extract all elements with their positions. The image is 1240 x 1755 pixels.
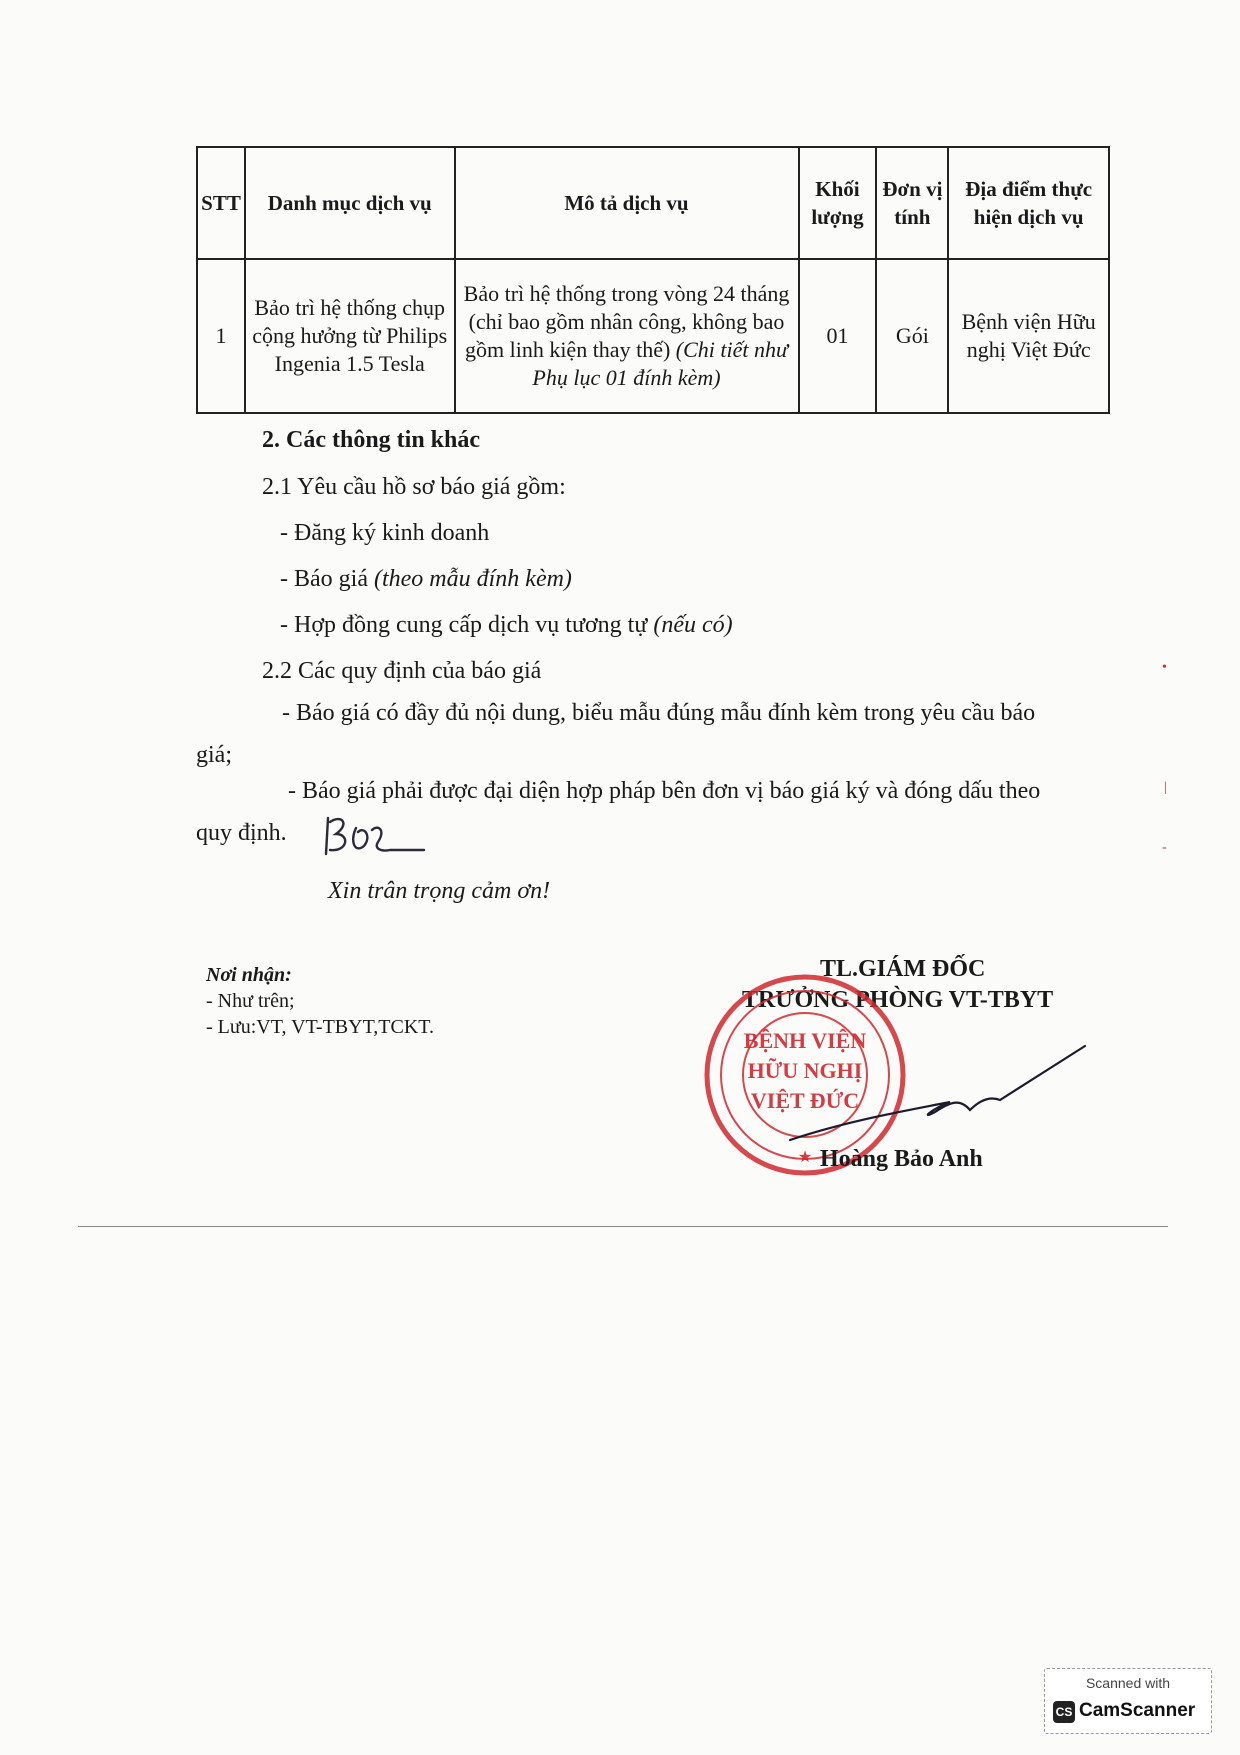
table-header-row bbox=[197, 147, 1109, 259]
requirement-item: - Đăng ký kinh doanh bbox=[280, 520, 490, 546]
requirement-item bbox=[280, 610, 733, 640]
section-2-2-title: 2.2 Các quy định của báo giá bbox=[262, 658, 542, 684]
thanks-text: Xin trân trọng cảm ơn! bbox=[328, 878, 551, 904]
signature-title: TL.GIÁM ĐỐC bbox=[820, 956, 986, 982]
divider-line bbox=[78, 1226, 1168, 1227]
section-title: 2. Các thông tin khác bbox=[262, 427, 481, 453]
description-text: Bảo trì hệ thống trong vòng 24 tháng (chỉ bao gồm nhân công, không bao gồm linh kiện thay thế) bbox=[463, 281, 790, 362]
camscanner-brand: CamScanner bbox=[1079, 1700, 1196, 1721]
service-table bbox=[196, 146, 1110, 414]
camscanner-badge bbox=[1044, 1668, 1212, 1734]
scanned-with-text: Scanned with bbox=[1085, 1675, 1171, 1691]
requirement-item-text: - Hợp đồng cung cấp dịch vụ tương tự bbox=[280, 612, 654, 638]
edge-mark: - bbox=[1162, 840, 1167, 855]
recipient-line: - Như trên; bbox=[206, 990, 295, 1012]
recipients-title: Nơi nhận: bbox=[206, 964, 292, 986]
header-location: Địa điểm thực hiện dịch vụ bbox=[948, 147, 1109, 259]
section-2-1-title: 2.1 Yêu cầu hồ sơ báo giá gồm: bbox=[262, 474, 566, 500]
header-service: Danh mục dịch vụ bbox=[245, 147, 455, 259]
requirement-item-note: (nếu có) bbox=[653, 612, 733, 638]
svg-text:★: ★ bbox=[797, 1147, 813, 1166]
svg-text:HỮU NGHỊ: HỮU NGHỊ bbox=[747, 1058, 863, 1083]
rule-item: - Báo giá phải được đại diện hợp pháp bên đơn vị báo giá ký và đóng dấu theo bbox=[288, 778, 1041, 804]
requirement-item-text: - Báo giá bbox=[280, 566, 374, 592]
cell-quantity: 01 bbox=[799, 259, 877, 413]
edge-mark: • bbox=[1162, 660, 1167, 675]
recipient-line: - Lưu:VT, VT-TBYT,TCKT. bbox=[206, 1016, 435, 1038]
requirement-item bbox=[280, 564, 572, 594]
cell-unit: Gói bbox=[876, 259, 948, 413]
rule-item-continuation: quy định. bbox=[196, 820, 287, 846]
rule-item: - Báo giá có đầy đủ nội dung, biểu mẫu đúng mẫu đính kèm trong yêu cầu báo bbox=[282, 700, 1036, 726]
table-row bbox=[197, 259, 1109, 413]
cell-service: Bảo trì hệ thống chụp cộng hưởng từ Philips Ingenia 1.5 Tesla bbox=[245, 259, 455, 413]
cell-stt: 1 bbox=[197, 259, 245, 413]
description-note: (Chi tiết như Phụ lục 01 đính kèm) bbox=[532, 337, 788, 390]
cell-location: Bệnh viện Hữu nghị Việt Đức bbox=[948, 259, 1109, 413]
rule-item-continuation: giá; bbox=[196, 742, 232, 768]
signer-name: Hoàng Bảo Anh bbox=[820, 1146, 983, 1172]
header-quantity: Khối lượng bbox=[799, 147, 877, 259]
camscanner-logo-icon: CS bbox=[1053, 1701, 1075, 1723]
initials-signature bbox=[320, 810, 430, 860]
requirement-item-note: (theo mẫu đính kèm) bbox=[373, 566, 572, 592]
header-stt: STT bbox=[197, 147, 245, 259]
signature-department: TRƯỞNG PHÒNG VT-TBYT bbox=[742, 987, 1054, 1013]
svg-text:VIỆT ĐỨC: VIỆT ĐỨC bbox=[750, 1088, 860, 1113]
cell-description bbox=[455, 259, 799, 413]
edge-mark: | bbox=[1164, 780, 1167, 795]
svg-text:BỆNH VIỆN: BỆNH VIỆN bbox=[743, 1028, 867, 1053]
header-description: Mô tả dịch vụ bbox=[455, 147, 799, 259]
header-unit: Đơn vị tính bbox=[876, 147, 948, 259]
